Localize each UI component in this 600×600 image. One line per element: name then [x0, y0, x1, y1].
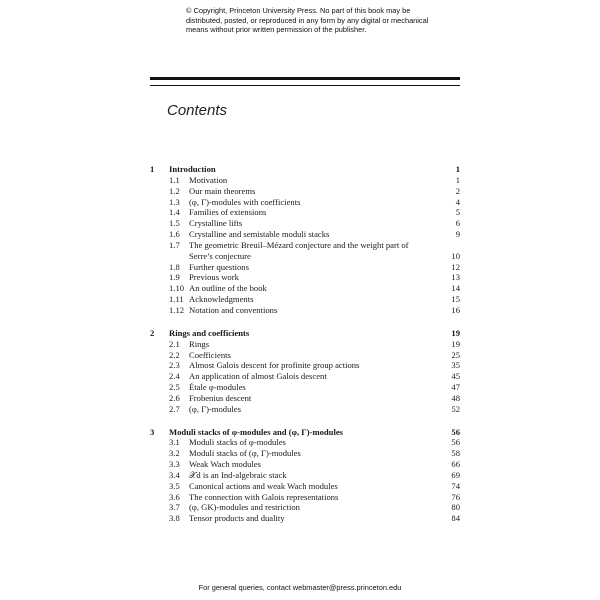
section-row[interactable]	[150, 492, 460, 503]
section-title: (φ, Γ)-modules	[189, 403, 241, 414]
section-number: 2.6	[169, 392, 180, 403]
copyright-line-2: distributed, posted, or reproduced in any form by any digital or mechanical	[186, 15, 429, 25]
section-number: 1.10	[169, 283, 185, 294]
section-number: 2.1	[169, 338, 180, 349]
chapter-number: 3	[150, 426, 155, 437]
section-page-number: 58	[451, 448, 460, 459]
section-row[interactable]	[150, 207, 460, 218]
section-title: (φ, Γ)-modules with coefficients	[189, 196, 301, 207]
section-row[interactable]	[150, 437, 460, 448]
section-row[interactable]	[150, 339, 460, 350]
page-title: Contents	[167, 102, 228, 119]
section-row[interactable]	[150, 240, 460, 262]
section-row[interactable]	[150, 448, 460, 459]
section-title: Moduli stacks of φ-modules	[189, 437, 286, 448]
section-title: Notation and conventions	[189, 304, 278, 315]
section-page-number: 6	[455, 218, 460, 229]
section-number: 3.5	[169, 480, 180, 491]
section-title: Our main theorems	[189, 185, 256, 196]
section-number: 1.2	[169, 185, 180, 196]
section-row[interactable]	[150, 262, 460, 273]
section-row[interactable]	[150, 283, 460, 294]
section-page-number: 45	[451, 371, 460, 382]
section-title: 𝒳d is an Ind-algebraic stack	[189, 469, 287, 480]
section-title: Previous work	[189, 272, 239, 283]
chapter-1	[150, 164, 460, 316]
section-title: (φ, GK)-modules and restriction	[189, 502, 300, 513]
section-title: Frobenius descent	[189, 392, 252, 403]
section-page-number: 84	[451, 513, 460, 524]
section-number: 3.1	[169, 437, 180, 448]
section-title: Tensor products and duality	[189, 513, 285, 524]
section-title: Motivation	[189, 174, 228, 185]
section-row[interactable]	[150, 197, 460, 208]
section-number: 1.3	[169, 196, 180, 207]
section-page-number: 66	[451, 459, 460, 470]
section-row[interactable]	[150, 513, 460, 524]
section-row[interactable]	[150, 371, 460, 382]
chapter-number: 2	[150, 327, 155, 338]
section-title: Rings	[189, 338, 210, 349]
chapter-page-number: 56	[451, 426, 460, 437]
chapter-heading-row[interactable]	[150, 164, 460, 175]
chapter-2	[150, 328, 460, 415]
section-number: 1.1	[169, 174, 180, 185]
section-row[interactable]	[150, 382, 460, 393]
section-number: 3.2	[169, 448, 180, 459]
section-row[interactable]	[150, 272, 460, 283]
header-rule-thin	[150, 85, 460, 86]
section-row[interactable]	[150, 470, 460, 481]
chapter-number: 1	[150, 164, 155, 174]
section-number: 2.7	[169, 403, 180, 414]
header-rule-thick	[150, 77, 460, 80]
section-row[interactable]	[150, 175, 460, 186]
section-page-number: 15	[451, 294, 460, 305]
section-page-number: 10	[451, 250, 460, 261]
section-page-number: 56	[451, 437, 460, 448]
section-page-number: 74	[451, 480, 460, 491]
section-page-number: 9	[455, 229, 460, 240]
section-number: 1.7	[169, 239, 180, 250]
section-number: 1.11	[169, 294, 184, 305]
section-title: Acknowledgments	[189, 294, 254, 305]
section-number: 1.4	[169, 207, 180, 218]
chapter-title: Rings and coefficients	[169, 327, 250, 338]
section-title: An application of almost Galois descent	[189, 371, 327, 382]
section-row[interactable]	[150, 294, 460, 305]
section-number: 2.2	[169, 349, 180, 360]
section-page-number: 14	[451, 283, 460, 294]
section-title: The geometric Breuil–Mézard conjecture and the weight part of Serre’s conjecture	[189, 239, 409, 261]
section-title: Crystalline and semistable moduli stacks	[189, 229, 330, 240]
footer-contact: For general queries, contact webmaster@press.princeton.edu	[198, 583, 402, 592]
section-page-number: 19	[451, 338, 460, 349]
section-page-number: 25	[451, 349, 460, 360]
section-number: 1.6	[169, 229, 180, 240]
section-row[interactable]	[150, 502, 460, 513]
chapter-title: Introduction	[169, 164, 216, 174]
section-title: Coefficients	[189, 349, 231, 360]
section-page-number: 48	[451, 392, 460, 403]
section-page-number: 12	[451, 261, 460, 272]
section-number: 2.3	[169, 360, 180, 371]
section-page-number: 76	[451, 491, 460, 502]
section-page-number: 2	[455, 185, 460, 196]
chapter-title: Moduli stacks of φ-modules and (φ, Γ)-modules	[169, 426, 343, 437]
section-title: Almost Galois descent for profinite group actions	[189, 360, 360, 371]
section-row[interactable]	[150, 350, 460, 361]
section-title: An outline of the book	[189, 283, 267, 294]
section-row[interactable]	[150, 404, 460, 415]
section-page-number: 13	[451, 272, 460, 283]
section-page-number: 35	[451, 360, 460, 371]
section-number: 1.9	[169, 272, 180, 283]
section-page-number: 1	[455, 174, 460, 185]
section-number: 3.4	[169, 469, 180, 480]
section-number: 2.4	[169, 371, 180, 382]
section-title: Moduli stacks of (φ, Γ)-modules	[189, 448, 301, 459]
section-page-number: 69	[451, 469, 460, 480]
section-page-number: 47	[451, 382, 460, 393]
section-title: Further questions	[189, 261, 249, 272]
section-number: 3.6	[169, 491, 180, 502]
section-row[interactable]	[150, 459, 460, 470]
table-of-contents	[150, 164, 460, 536]
chapter-3	[150, 427, 460, 525]
section-title: Étale φ-modules	[189, 382, 246, 393]
section-number: 2.5	[169, 382, 180, 393]
section-page-number: 52	[451, 403, 460, 414]
section-row[interactable]	[150, 229, 460, 240]
section-number: 3.7	[169, 502, 180, 513]
section-title: Families of extensions	[189, 207, 267, 218]
section-page-number: 4	[455, 196, 460, 207]
section-row[interactable]	[150, 481, 460, 492]
section-number: 3.3	[169, 459, 180, 470]
chapter-heading-row[interactable]	[150, 427, 460, 438]
section-row[interactable]	[150, 305, 460, 316]
copyright-line-1: © Copyright, Princeton University Press. No part of this book may be	[186, 6, 411, 15]
section-title: Canonical actions and weak Wach modules	[189, 480, 338, 491]
chapter-page-number: 1	[455, 164, 460, 174]
chapter-page-number: 19	[451, 327, 460, 338]
copyright-line-3: means without prior written permission of the publisher.	[186, 25, 367, 35]
section-row[interactable]	[150, 186, 460, 197]
section-title: The connection with Galois representations	[189, 491, 339, 502]
section-row[interactable]	[150, 218, 460, 229]
section-page-number: 80	[451, 502, 460, 513]
section-row[interactable]	[150, 360, 460, 371]
section-title: Crystalline lifts	[189, 218, 243, 229]
section-number: 3.8	[169, 513, 180, 524]
chapter-heading-row[interactable]	[150, 328, 460, 339]
section-number: 1.12	[169, 304, 185, 315]
section-page-number: 5	[455, 207, 460, 218]
copyright-notice	[186, 6, 446, 35]
section-row[interactable]	[150, 393, 460, 404]
section-number: 1.8	[169, 261, 180, 272]
section-number: 1.5	[169, 218, 180, 229]
section-title: Weak Wach modules	[189, 459, 261, 470]
section-page-number: 16	[451, 304, 460, 315]
